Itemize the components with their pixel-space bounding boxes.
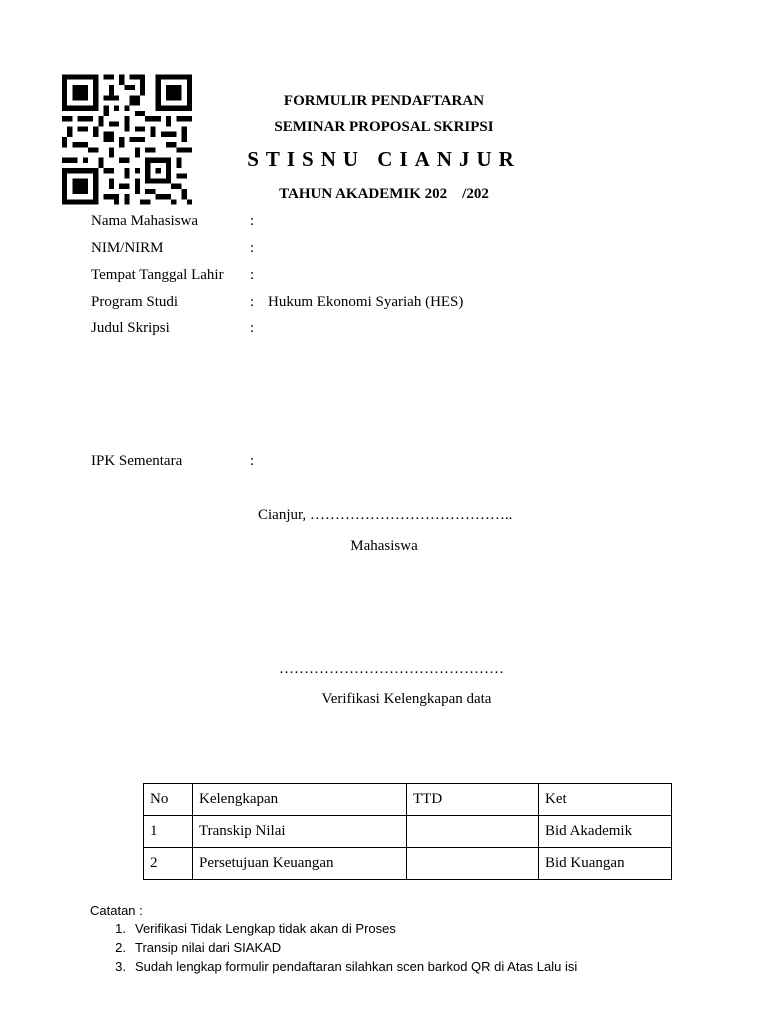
note-item <box>90 940 282 959</box>
table-cell <box>407 816 539 848</box>
field-colon: : <box>250 453 255 469</box>
table-cell: Bid Kuangan <box>539 848 672 880</box>
form-title: FORMULIR PENDAFTARAN <box>283 93 485 109</box>
verification-table <box>143 783 672 880</box>
table-header-row <box>144 784 672 816</box>
place-date-line: Cianjur, ………………………………….. <box>258 507 513 523</box>
field-label-gpa: IPK Sementara <box>91 453 183 469</box>
table-cell: Transkip Nilai <box>193 816 407 848</box>
table-header-cell: TTD <box>407 784 539 816</box>
field-colon: : <box>250 240 255 256</box>
field-colon: : <box>250 213 255 229</box>
signature-role: Mahasiswa <box>350 538 418 554</box>
note-number: 2. <box>115 940 126 955</box>
table-cell: 1 <box>144 816 193 848</box>
table-cell: Bid Akademik <box>539 816 672 848</box>
note-number: 3. <box>115 959 126 974</box>
notes-section <box>90 903 578 978</box>
field-label-thesis-title: Judul Skripsi <box>91 320 170 336</box>
table-header-cell: Kelengkapan <box>193 784 407 816</box>
note-item <box>90 959 578 978</box>
field-colon: : <box>250 294 255 310</box>
verification-title: Verifikasi Kelengkapan data <box>321 691 492 707</box>
field-label-birth: Tempat Tanggal Lahir <box>91 267 224 283</box>
table-cell: 2 <box>144 848 193 880</box>
field-colon: : <box>250 320 255 336</box>
note-text: Transip nilai dari SIAKAD <box>135 940 282 955</box>
table-cell: Persetujuan Keuangan <box>193 848 407 880</box>
field-label-program: Program Studi <box>91 294 179 310</box>
note-text: Verifikasi Tidak Lengkap tidak akan di Proses <box>135 921 396 936</box>
signature-name-line: ……………………………………… <box>279 661 504 677</box>
table-header-cell: Ket <box>539 784 672 816</box>
academic-year: TAHUN AKADEMIK 202 /202 <box>279 186 489 202</box>
institution-name: STISNU CIANJUR <box>247 147 521 171</box>
table-row <box>144 816 672 848</box>
field-label-nim: NIM/NIRM <box>91 240 164 256</box>
table-header-cell: No <box>144 784 193 816</box>
table-cell <box>407 848 539 880</box>
form-subtitle: SEMINAR PROPOSAL SKRIPSI <box>274 119 494 135</box>
field-label-name: Nama Mahasiswa <box>91 213 199 229</box>
field-colon: : <box>250 267 255 283</box>
note-item <box>90 921 396 940</box>
note-text: Sudah lengkap formulir pendaftaran silahkan scen barkod QR di Atas Lalu isi <box>135 959 578 974</box>
notes-title: Catatan : <box>90 903 143 918</box>
note-number: 1. <box>115 921 126 936</box>
table-row <box>144 848 672 880</box>
field-value-program: Hukum Ekonomi Syariah (HES) <box>268 294 464 310</box>
